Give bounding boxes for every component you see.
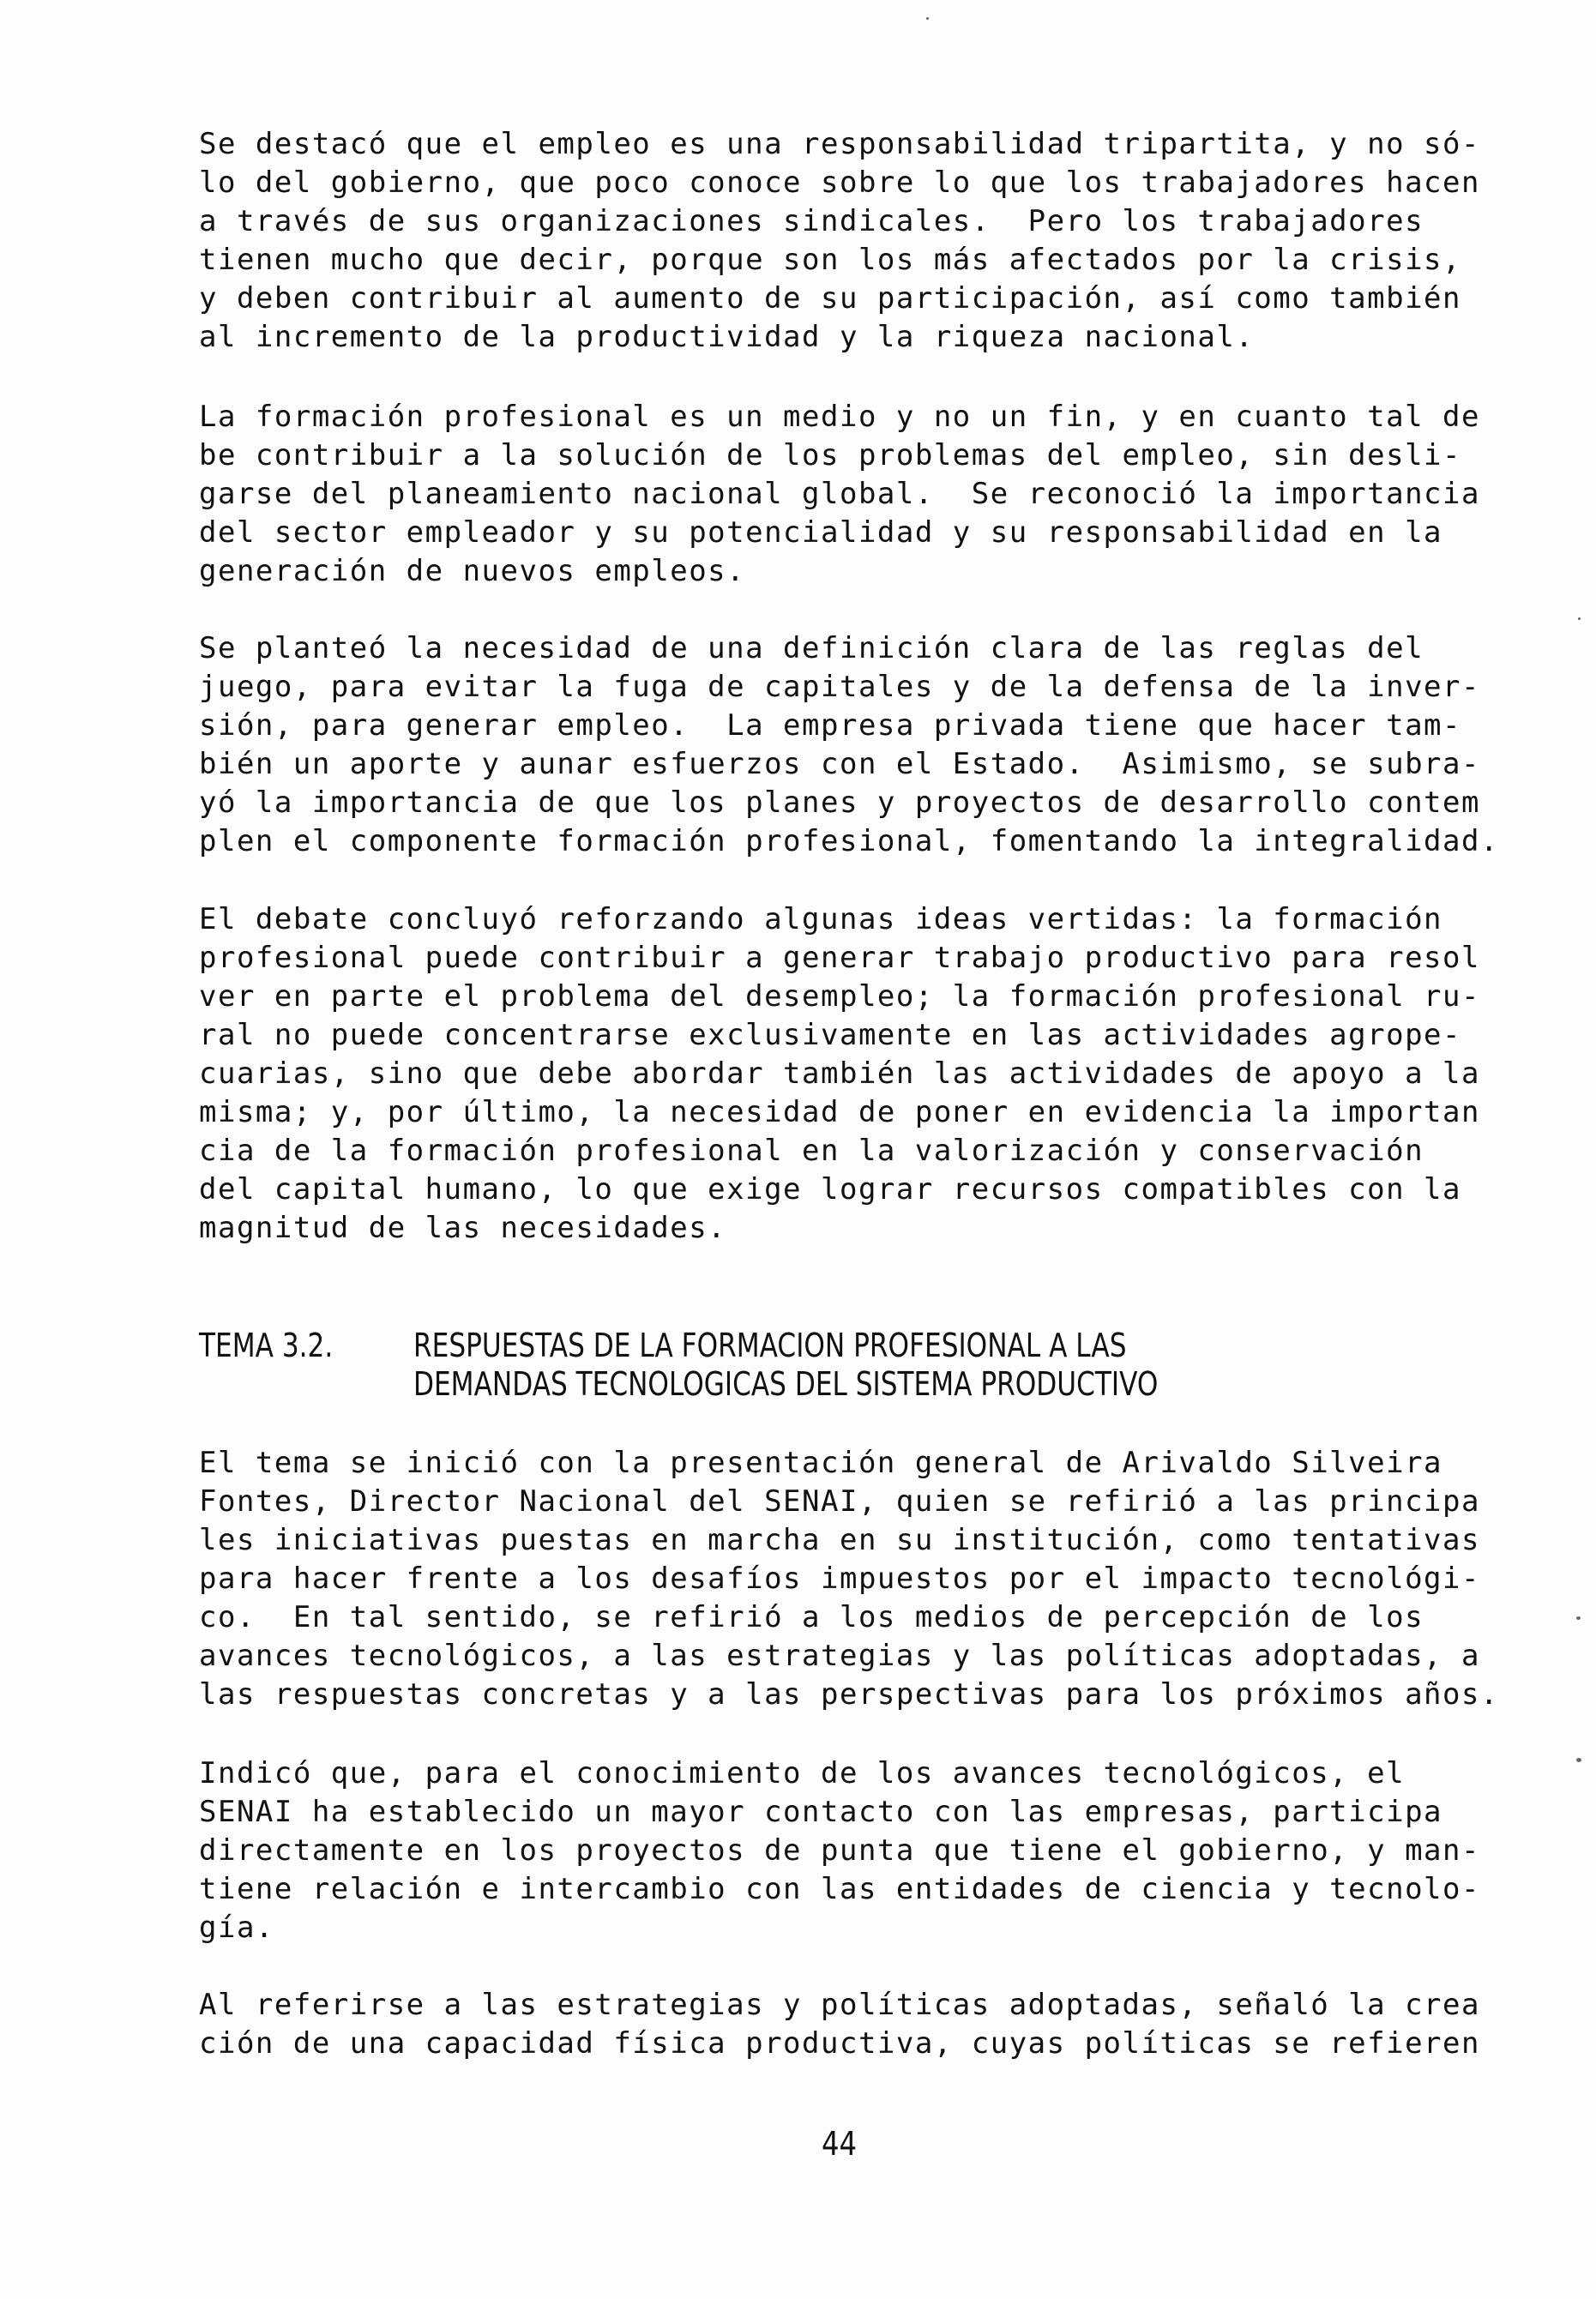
text-line: garse del planeamiento nacional global. Se reconoció la importancia bbox=[199, 477, 1480, 511]
text-line: profesional puede contribuir a generar trabajo productivo para resol bbox=[199, 941, 1480, 975]
text-line: directamente en los proyectos de punta que tiene el gobierno, y man- bbox=[199, 1833, 1480, 1868]
text-line: para hacer frente a los desafíos impuestos por el impacto tecnológi- bbox=[199, 1562, 1480, 1596]
heading-number: TEMA 3.2. bbox=[199, 1327, 334, 1364]
scan-speck bbox=[926, 17, 929, 20]
scan-speck bbox=[1576, 1616, 1581, 1620]
text-line: del sector empleador y su potencialidad y su responsabilidad en la bbox=[199, 515, 1443, 550]
text-line: les iniciativas puestas en marcha en su institución, como tentativas bbox=[199, 1523, 1480, 1557]
scan-speck bbox=[1578, 617, 1581, 620]
text-line: ción de una capacidad física productiva, cuyas políticas se refieren bbox=[199, 2026, 1480, 2061]
text-line: bién un aporte y aunar esfuerzos con el Estado. Asimismo, se subra- bbox=[199, 747, 1480, 781]
text-line: y deben contribuir al aumento de su participación, así como también bbox=[199, 281, 1461, 316]
text-line: Indicó que, para el conocimiento de los avances tecnológicos, el bbox=[199, 1756, 1406, 1790]
text-line: lo del gobierno, que poco conoce sobre lo que los trabajadores hacen bbox=[199, 166, 1480, 200]
text-line: SENAI ha establecido un mayor contacto con las empresas, participa bbox=[199, 1795, 1443, 1829]
text-line: Se planteó la necesidad de una definición clara de las reglas del bbox=[199, 631, 1424, 665]
page-number: 44 bbox=[822, 2125, 858, 2163]
text-line: generación de nuevos empleos. bbox=[199, 554, 746, 588]
heading-title-line-1: RESPUESTAS DE LA FORMACION PROFESIONAL A LAS bbox=[413, 1327, 1127, 1364]
text-line: sión, para generar empleo. La empresa privada tiene que hacer tam- bbox=[199, 708, 1461, 743]
text-line: be contribuir a la solución de los problemas del empleo, sin desli- bbox=[199, 438, 1461, 472]
text-line: yó la importancia de que los planes y proyectos de desarrollo contem bbox=[199, 785, 1480, 820]
text-line: Al referirse a las estrategias y políticas adoptadas, señaló la crea bbox=[199, 1988, 1480, 2022]
text-line: ral no puede concentrarse exclusivamente en las actividades agrope- bbox=[199, 1018, 1461, 1052]
text-line: avances tecnológicos, a las estrategias y las políticas adoptadas, a bbox=[199, 1639, 1480, 1673]
text-line: plen el componente formación profesional, fomentando la integralidad. bbox=[199, 824, 1499, 858]
text-line: gía. bbox=[199, 1911, 274, 1945]
text-line: co. En tal sentido, se refirió a los medios de percepción de los bbox=[199, 1600, 1424, 1634]
text-line: cia de la formación profesional en la valorización y conservación bbox=[199, 1134, 1424, 1168]
text-line: El tema se inició con la presentación general de Arivaldo Silveira bbox=[199, 1446, 1443, 1480]
heading-title-line-2: DEMANDAS TECNOLOGICAS DEL SISTEMA PRODUCTIVO bbox=[413, 1365, 1159, 1403]
text-line: ver en parte el problema del desempleo; la formación profesional ru- bbox=[199, 979, 1480, 1014]
text-line: La formación profesional es un medio y no un fin, y en cuanto tal de bbox=[199, 400, 1480, 434]
text-line: El debate concluyó reforzando algunas ideas vertidas: la formación bbox=[199, 902, 1443, 936]
text-line: del capital humano, lo que exige lograr recursos compatibles con la bbox=[199, 1172, 1461, 1207]
text-line: a través de sus organizaciones sindicales. Pero los trabajadores bbox=[199, 204, 1424, 238]
text-line: juego, para evitar la fuga de capitales y de la defensa de la inver- bbox=[199, 670, 1480, 704]
text-line: al incremento de la productividad y la riqueza nacional. bbox=[199, 320, 1255, 354]
text-line: las respuestas concretas y a las perspectivas para los próximos años. bbox=[199, 1677, 1499, 1712]
text-line: tienen mucho que decir, porque son los más afectados por la crisis, bbox=[199, 243, 1461, 277]
text-line: magnitud de las necesidades. bbox=[199, 1211, 727, 1245]
text-line: Fontes, Director Nacional del SENAI, quien se refirió a las principa bbox=[199, 1484, 1480, 1519]
text-line: cuarias, sino que debe abordar también las actividades de apoyo a la bbox=[199, 1056, 1480, 1091]
text-line: tiene relación e intercambio con las entidades de ciencia y tecnolo- bbox=[199, 1872, 1480, 1906]
text-line: Se destacó que el empleo es una responsabilidad tripartita, y no só- bbox=[199, 127, 1480, 161]
text-line: misma; y, por último, la necesidad de poner en evidencia la importan bbox=[199, 1095, 1480, 1129]
scan-speck bbox=[1576, 1758, 1581, 1762]
